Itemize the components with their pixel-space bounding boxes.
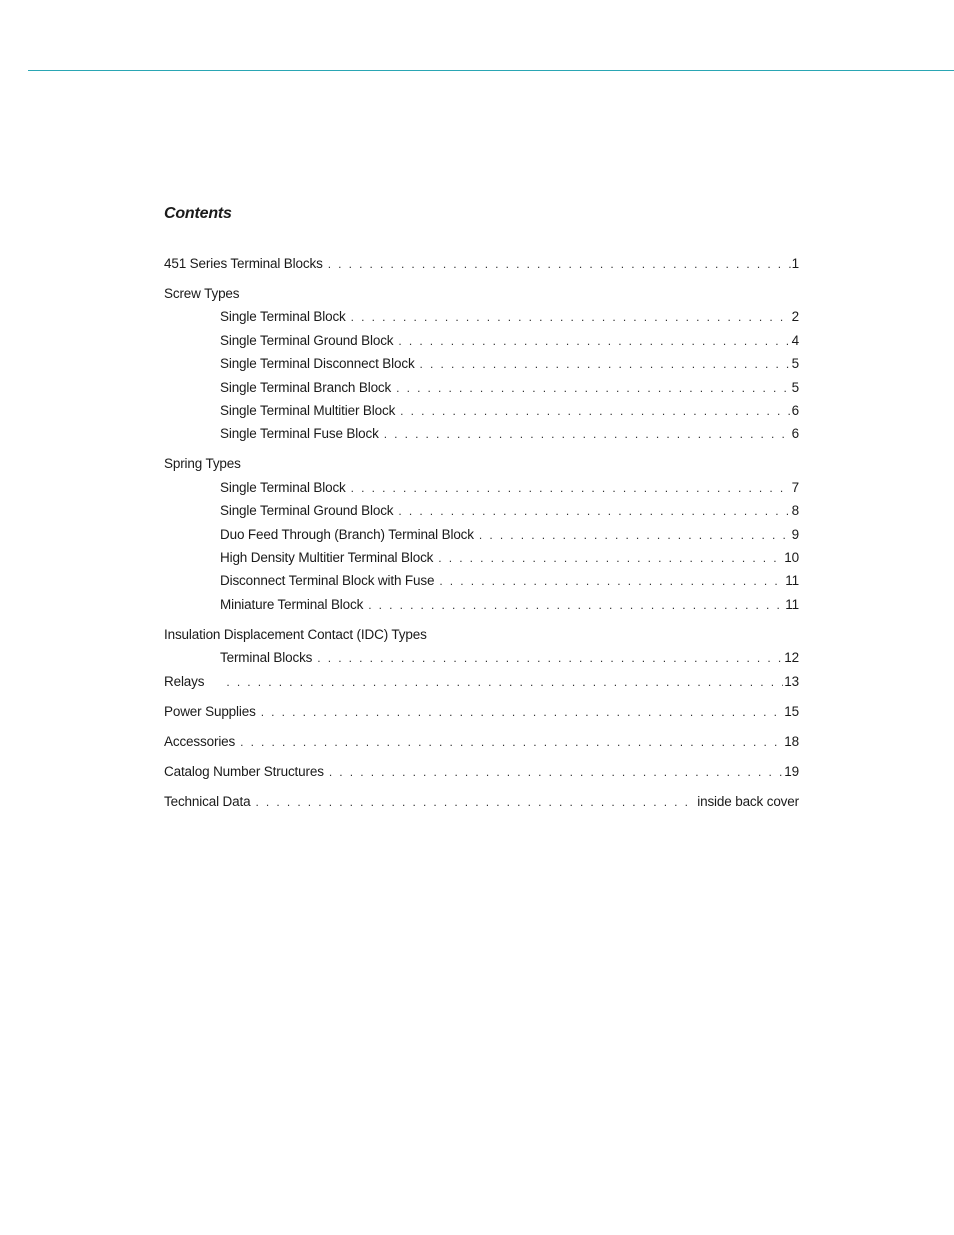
toc-entry-label: Single Terminal Ground Block (220, 333, 394, 348)
toc-entry-label: Power Supplies (164, 704, 256, 719)
dot-leader (261, 703, 784, 721)
toc-entry-label: Miniature Terminal Block (220, 597, 364, 612)
toc-entry-page: 1 (791, 256, 799, 271)
toc-entry-label: Terminal Blocks (220, 650, 313, 665)
toc-entry-label: Single Terminal Block (220, 480, 346, 495)
toc-entry-screw-multitier[interactable] (220, 402, 799, 420)
table-of-contents (164, 0, 799, 1235)
toc-entry-page: 8 (791, 503, 799, 518)
toc-entry-label: Relays (164, 674, 205, 689)
toc-entry-page: 15 (784, 704, 799, 719)
toc-entry-label: Technical Data (164, 794, 251, 809)
toc-section-idc-types: Insulation Displacement Contact (IDC) Types (164, 627, 427, 642)
dot-leader (255, 793, 696, 811)
toc-entry-page: 6 (791, 426, 799, 441)
toc-entry-page: 10 (784, 550, 799, 565)
toc-entry-label: Single Terminal Ground Block (220, 503, 394, 518)
toc-entry-page: 13 (784, 674, 799, 689)
toc-entry-screw-disconnect[interactable] (220, 355, 799, 373)
toc-entry-label: Catalog Number Structures (164, 764, 324, 779)
dot-leader (329, 763, 783, 781)
dot-leader (400, 402, 790, 420)
toc-entry-label: Single Terminal Multitier Block (220, 403, 396, 418)
toc-entry-label: Single Terminal Disconnect Block (220, 356, 415, 371)
toc-entry-page: inside back cover (697, 794, 799, 809)
toc-entry-screw-ground[interactable] (220, 332, 799, 350)
contents-title: Contents (164, 205, 232, 222)
toc-entry-spring-ground[interactable] (220, 502, 799, 520)
dot-leader (396, 379, 791, 397)
toc-entry-idc-terminal-blocks[interactable] (220, 649, 799, 667)
toc-entry-spring-high-density[interactable] (220, 549, 799, 567)
toc-entry-spring-disconnect-fuse[interactable] (220, 572, 799, 590)
toc-entry-page: 9 (791, 527, 799, 542)
toc-entry-catalog-number[interactable] (164, 763, 799, 781)
dot-leader (368, 596, 784, 614)
dot-leader (439, 572, 784, 590)
toc-entry-label: Single Terminal Fuse Block (220, 426, 379, 441)
toc-entry-label: Disconnect Terminal Block with Fuse (220, 573, 435, 588)
dot-leader (351, 479, 791, 497)
toc-entry-label: Single Terminal Branch Block (220, 380, 392, 395)
dot-leader (398, 502, 790, 520)
toc-entry-page: 7 (791, 480, 799, 495)
toc-section-spring-types: Spring Types (164, 456, 241, 471)
toc-entry-relays[interactable] (164, 673, 799, 691)
toc-entry-label: 451 Series Terminal Blocks (164, 256, 323, 271)
toc-entry-accessories[interactable] (164, 733, 799, 751)
dot-leader (438, 549, 783, 567)
toc-entry-page: 19 (784, 764, 799, 779)
toc-entry-technical-data[interactable] (164, 793, 799, 811)
toc-entry-page: 11 (785, 597, 799, 612)
toc-entry-label: Accessories (164, 734, 236, 749)
toc-entry-label: Single Terminal Block (220, 309, 346, 324)
dot-leader (240, 733, 783, 751)
toc-entry-spring-single-terminal[interactable] (220, 479, 799, 497)
toc-entry-page: 11 (785, 573, 799, 588)
toc-entry-spring-miniature[interactable] (220, 596, 799, 614)
toc-section-screw-types: Screw Types (164, 286, 240, 301)
dot-leader (317, 649, 783, 667)
toc-entry-page: 5 (791, 380, 799, 395)
dot-leader (398, 332, 790, 350)
toc-entry-screw-branch[interactable] (220, 379, 799, 397)
dot-leader (226, 673, 783, 691)
toc-entry-page: 4 (791, 333, 799, 348)
toc-entry-spring-duo-feed[interactable] (220, 526, 799, 544)
toc-entry-page: 18 (784, 734, 799, 749)
toc-entry-screw-fuse[interactable] (220, 425, 799, 443)
toc-entry-page: 5 (791, 356, 799, 371)
dot-leader (328, 255, 791, 273)
dot-leader (479, 526, 791, 544)
dot-leader (351, 308, 791, 326)
toc-entry-label: Duo Feed Through (Branch) Terminal Block (220, 527, 474, 542)
dot-leader (420, 355, 791, 373)
toc-entry-451-series[interactable] (164, 255, 799, 273)
toc-entry-power-supplies[interactable] (164, 703, 799, 721)
toc-entry-screw-single-terminal[interactable] (220, 308, 799, 326)
toc-entry-page: 12 (784, 650, 799, 665)
toc-entry-page: 6 (791, 403, 799, 418)
toc-entry-label: High Density Multitier Terminal Block (220, 550, 434, 565)
toc-entry-page: 2 (791, 309, 799, 324)
dot-leader (384, 425, 791, 443)
